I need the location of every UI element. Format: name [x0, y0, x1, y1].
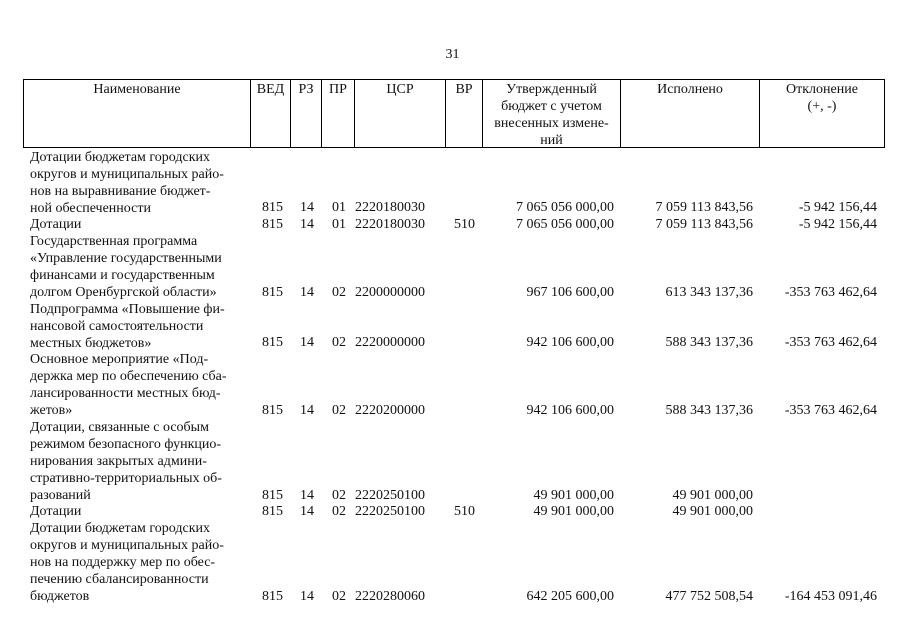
row-csr: 2220250100	[355, 488, 425, 503]
row-rz: 14	[300, 403, 314, 418]
header-name: Наименование	[93, 82, 181, 97]
row-deviation: -353 763 462,64	[784, 403, 877, 418]
row-name: Подпрограмма «Повышение фи- нансовой самостоятельности местных бюджетов»	[30, 302, 225, 351]
row-ved: 815	[262, 403, 283, 418]
row-executed: 477 752 508,54	[665, 589, 753, 604]
row-ved: 815	[262, 589, 283, 604]
table-row	[0, 233, 905, 301]
row-ved: 815	[262, 504, 283, 519]
row-rz: 14	[300, 589, 314, 604]
row-csr: 2220180030	[355, 200, 425, 215]
row-ved: 815	[262, 200, 283, 215]
row-ved: 815	[262, 335, 283, 350]
row-vr: 510	[454, 217, 475, 232]
row-approved: 942 106 600,00	[526, 403, 614, 418]
row-name: Дотации, связанные с особым режимом безопасного функцио- нирования закрытых админи- стративно-территориальных об- разований	[30, 420, 222, 503]
row-csr: 2220280060	[355, 589, 425, 604]
row-deviation: -353 763 462,64	[784, 335, 877, 350]
row-rz: 14	[300, 504, 314, 519]
row-rz: 14	[300, 488, 314, 503]
row-pr: 02	[332, 335, 346, 350]
header-top-border	[23, 79, 884, 80]
row-name: Дотации бюджетам городских округов и муниципальных райо- нов на выравнивание бюджет- ной обеспеченности	[30, 150, 224, 216]
row-name: Основное мероприятие «Под- держка мер по обеспечению сба- лансированности местных бюд- жетов»	[30, 352, 227, 418]
row-csr: 2200000000	[355, 285, 425, 300]
row-approved: 642 205 600,00	[526, 589, 614, 604]
header-col-divider	[884, 79, 885, 148]
row-pr: 02	[332, 504, 346, 519]
row-pr: 02	[332, 589, 346, 604]
header-vr: ВР	[455, 82, 473, 97]
header-ved: ВЕД	[256, 82, 285, 97]
header-executed: Исполнено	[657, 82, 723, 97]
row-csr: 2220000000	[355, 335, 425, 350]
row-executed: 588 343 137,36	[665, 335, 753, 350]
row-ved: 815	[262, 217, 283, 232]
row-rz: 14	[300, 200, 314, 215]
row-approved: 7 065 056 000,00	[516, 217, 614, 232]
row-approved: 49 901 000,00	[533, 488, 614, 503]
row-approved: 942 106 600,00	[526, 335, 614, 350]
row-executed: 49 901 000,00	[672, 504, 753, 519]
table-row	[0, 520, 905, 605]
row-pr: 01	[332, 217, 346, 232]
row-rz: 14	[300, 217, 314, 232]
header-rz: РЗ	[298, 82, 314, 97]
row-approved: 49 901 000,00	[533, 504, 614, 519]
row-csr: 2220200000	[355, 403, 425, 418]
row-deviation: -164 453 091,46	[784, 589, 877, 604]
row-rz: 14	[300, 285, 314, 300]
row-deviation: -5 942 156,44	[798, 217, 877, 232]
table-row	[0, 503, 905, 520]
header-approved: Утвержденный бюджет с учетом внесенных измене- ний	[494, 82, 609, 148]
row-approved: 967 106 600,00	[526, 285, 614, 300]
row-executed: 7 059 113 843,56	[655, 200, 753, 215]
header-bottom-border	[23, 147, 884, 148]
row-csr: 2220250100	[355, 504, 425, 519]
row-executed: 613 343 137,36	[665, 285, 753, 300]
row-pr: 01	[332, 200, 346, 215]
row-pr: 02	[332, 488, 346, 503]
table-row	[0, 351, 905, 419]
row-deviation: -5 942 156,44	[798, 200, 877, 215]
row-vr: 510	[454, 504, 475, 519]
row-name: Дотации	[30, 504, 82, 519]
row-executed: 49 901 000,00	[672, 488, 753, 503]
table-row	[0, 419, 905, 504]
row-pr: 02	[332, 285, 346, 300]
header-deviation: Отклонение (+, -)	[786, 82, 858, 114]
header-pr: ПР	[329, 82, 347, 97]
row-rz: 14	[300, 335, 314, 350]
table-row	[0, 216, 905, 233]
row-name: Дотации бюджетам городских округов и муниципальных райо- нов на поддержку мер по обес- печению сбалансированности бюджетов	[30, 521, 224, 604]
row-approved: 7 065 056 000,00	[516, 200, 614, 215]
row-executed: 588 343 137,36	[665, 403, 753, 418]
row-name: Государственная программа «Управление государственными финансами и государственным долгом Оренбургской области»	[30, 234, 222, 300]
row-ved: 815	[262, 285, 283, 300]
row-executed: 7 059 113 843,56	[655, 217, 753, 232]
row-ved: 815	[262, 488, 283, 503]
table-row	[0, 149, 905, 217]
row-pr: 02	[332, 403, 346, 418]
row-deviation: -353 763 462,64	[784, 285, 877, 300]
row-csr: 2220180030	[355, 217, 425, 232]
table-row	[0, 301, 905, 352]
row-name: Дотации	[30, 217, 82, 232]
page-number: 31	[445, 47, 460, 62]
header-csr: ЦСР	[386, 82, 414, 97]
